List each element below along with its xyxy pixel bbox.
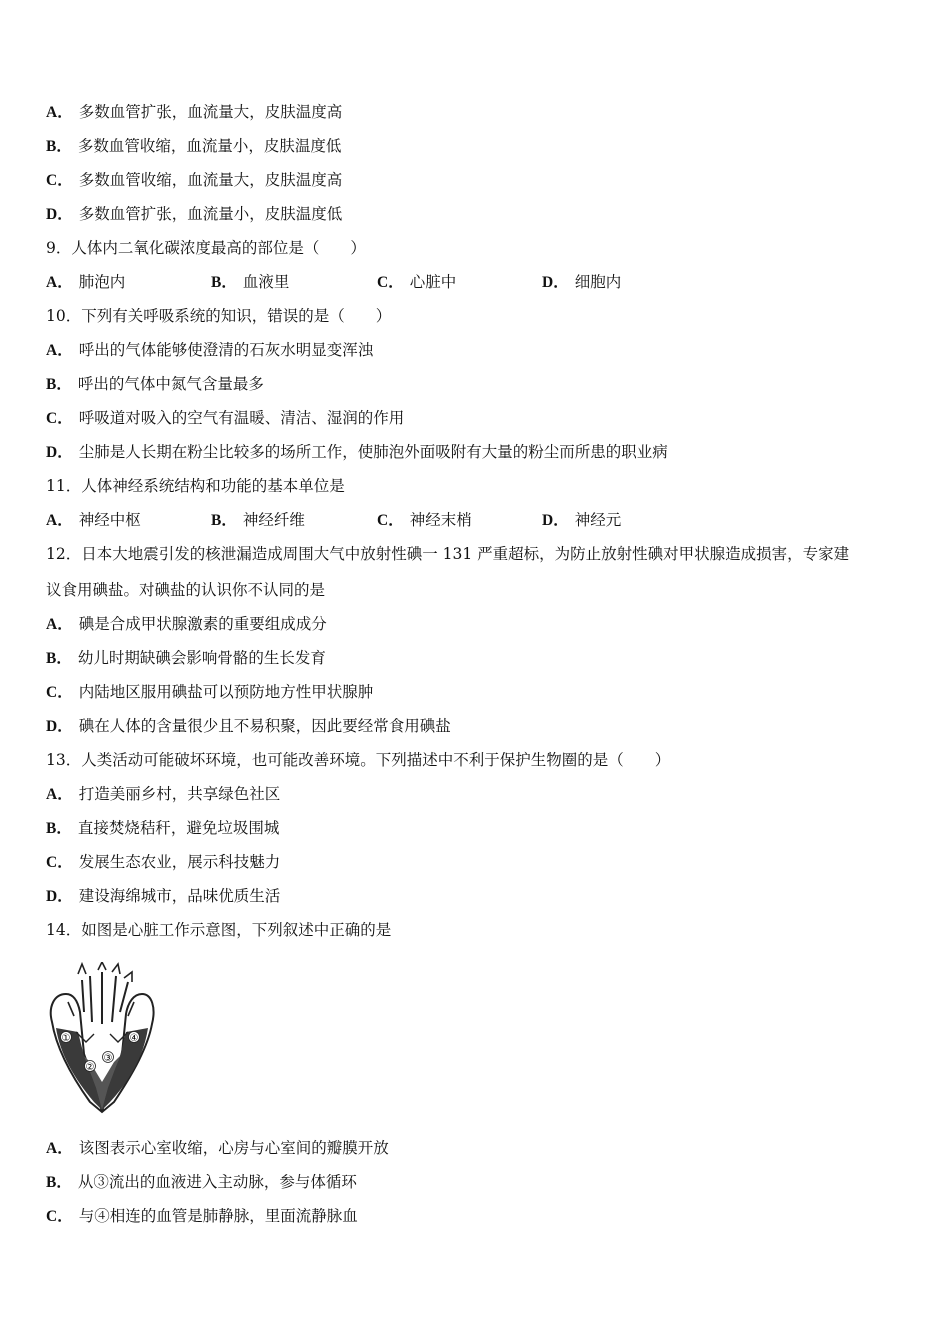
- q8-option-c: C． 多数血管收缩，血流量大，皮肤温度高: [46, 171, 343, 189]
- q14-option-a: A． 该图表示心室收缩，心房与心室间的瓣膜开放: [46, 1139, 389, 1157]
- figure-label-3: ③: [103, 1053, 113, 1064]
- figure-label-2: ②: [85, 1062, 95, 1073]
- q11-option-a: A． 神经中枢: [46, 511, 141, 529]
- q11-option-d: D． 神经元: [542, 511, 622, 529]
- q11-option-b: B． 神经纤维: [211, 511, 305, 529]
- q14-stem: 14．如图是心脏工作示意图，下列叙述中正确的是: [46, 921, 392, 939]
- q10-option-d: D． 尘肺是人长期在粉尘比较多的场所工作，使肺泡外面吸附有大量的粉尘而所患的职业病: [46, 443, 668, 461]
- q8-option-b: B． 多数血管收缩，血流量小，皮肤温度低: [46, 137, 342, 155]
- q14-option-b: B． 从③流出的血液进入主动脉，参与体循环: [46, 1173, 357, 1191]
- q12-option-c: C． 内陆地区服用碘盐可以预防地方性甲状腺肿: [46, 683, 374, 701]
- q8-option-d: D． 多数血管扩张，血流量小，皮肤温度低: [46, 205, 343, 223]
- figure-label-1: ①: [61, 1033, 71, 1044]
- q13-option-c: C． 发展生态农业，展示科技魅力: [46, 853, 281, 871]
- q10-option-b: B． 呼出的气体中氮气含量最多: [46, 375, 264, 393]
- q12-stem-line2: 议食用碘盐。对碘盐的认识你不认同的是: [46, 581, 326, 599]
- q9-option-c: C． 心脏中: [377, 273, 457, 291]
- q8-option-a: A． 多数血管扩张，血流量大，皮肤温度高: [46, 103, 343, 121]
- q12-option-d: D． 碘在人体的含量很少且不易积聚，因此要经常食用碘盐: [46, 717, 451, 735]
- q11-stem: 11．人体神经系统结构和功能的基本单位是: [46, 477, 345, 495]
- q10-stem: 10．下列有关呼吸系统的知识，错误的是（ ）: [46, 307, 392, 325]
- q12-option-a: A． 碘是合成甲状腺激素的重要组成成分: [46, 615, 327, 633]
- q13-option-a: A． 打造美丽乡村，共享绿色社区: [46, 785, 281, 803]
- q10-option-c: C． 呼吸道对吸入的空气有温暖、清洁、湿润的作用: [46, 409, 405, 427]
- q9-option-b: B． 血液里: [211, 273, 290, 291]
- q12-option-b: B． 幼儿时期缺碘会影响骨骼的生长发育: [46, 649, 326, 667]
- q9-stem: 9．人体内二氧化碳浓度最高的部位是（ ）: [46, 239, 366, 257]
- q9-option-d: D． 细胞内: [542, 273, 622, 291]
- q9-option-a: A． 肺泡内: [46, 273, 126, 291]
- heart-diagram: [44, 962, 158, 1114]
- q11-option-c: C． 神经末梢: [377, 511, 472, 529]
- q13-option-b: B． 直接焚烧秸秆，避免垃圾围城: [46, 819, 280, 837]
- q12-stem-line1: 12．日本大地震引发的核泄漏造成周围大气中放射性碘一 131 严重超标，为防止放射性碘对甲状腺造成损害，专家建: [46, 545, 850, 563]
- q10-option-a: A． 呼出的气体能够使澄清的石灰水明显变浑浊: [46, 341, 374, 359]
- figure-label-4: ④: [129, 1033, 139, 1044]
- q14-option-c: C． 与④相连的血管是肺静脉，里面流静脉血: [46, 1207, 358, 1225]
- q13-option-d: D． 建设海绵城市，品味优质生活: [46, 887, 281, 905]
- q13-stem: 13．人类活动可能破坏环境，也可能改善环境。下列描述中不利于保护生物圈的是（ ）: [46, 751, 671, 769]
